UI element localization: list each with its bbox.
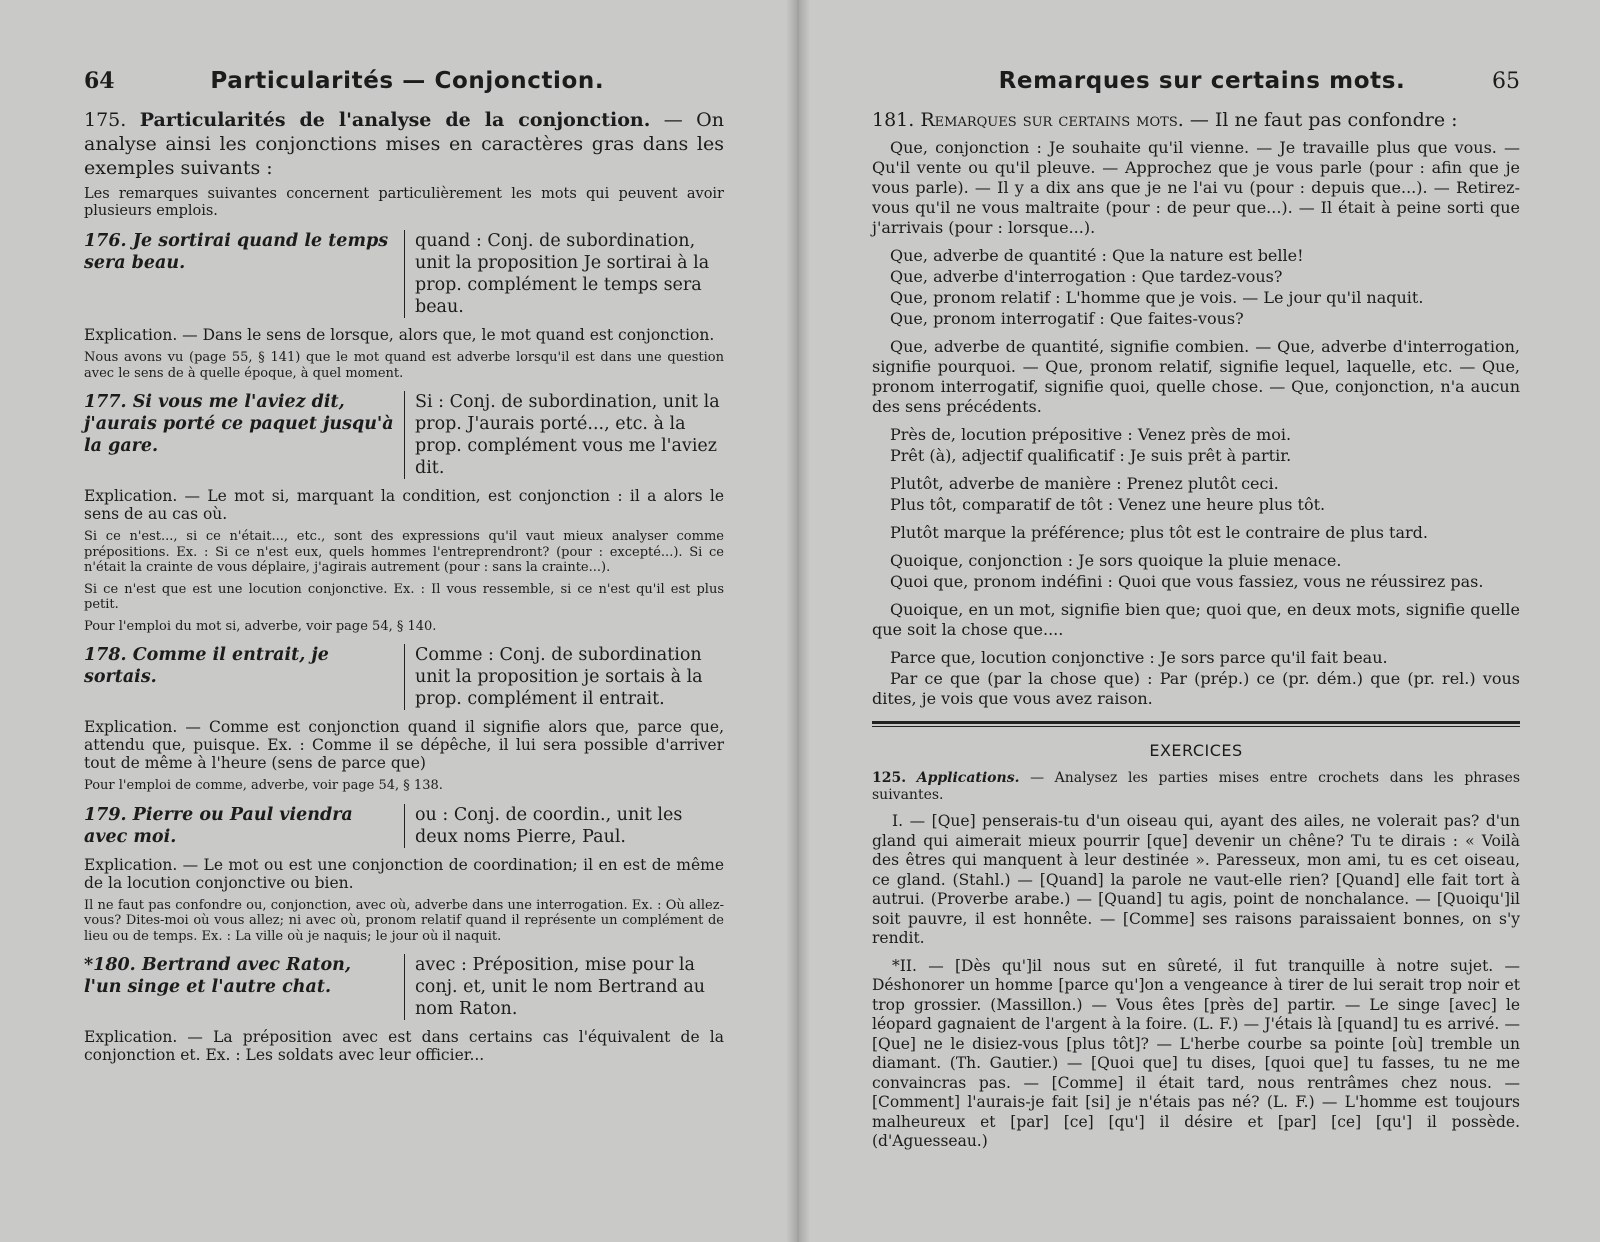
quoique-list [872,551,1520,592]
note-177-b: Si ce n'est que est une locution conjonctive. Ex. : Il vous ressemble, si ce n'est qu'il est plus petit. [84,581,724,612]
example-number: *180. [84,955,136,975]
explication-178: Explication. — Comme est conjonction quand il signifie alors que, parce que, attendu que, puisque. Ex. : Comme il se dépêche, il lui sera possible d'arriver tout de même à l'heure (sens de parce que) [84,718,724,772]
plutot-line: Plutôt, adverbe de manière : Prenez plutôt ceci. [890,474,1279,493]
section-title: Remarques sur certains mots. [920,109,1184,131]
section-175 [84,108,724,180]
note-177-a: Si ce n'est..., si ce n'était..., etc., sont des expressions qu'il vaut mieux analyser comme prépositions. Ex. : Si ce n'est eux, quels hommes l'entreprendront? (pour : excepté...). Si ce n'était la crainte de vous déplaire, j'agirais autrement (pour : sans la crainte...). [84,529,724,575]
section-number: 181. [872,109,915,131]
page-number: 64 [84,68,115,94]
que-list [872,246,1520,329]
right-page-header [872,68,1520,94]
exercise-text: — Analysez les parties mises entre crochets dans les phrases suivantes. [872,770,1521,803]
note-178: Pour l'emploi de comme, adverbe, voir page 54, § 138. [84,778,443,793]
section-text: — On analyse ainsi les conjonctions mises en caractères gras dans les exemples suivants : [84,109,724,179]
section-title: Particularités de l'analyse de la conjonction. [139,109,651,131]
section-intro: — Il ne faut pas confondre : [1189,109,1458,131]
example-number: 178. [84,645,127,665]
quoique-line: Quoique, conjonction : Je sors quoique la pluie menace. [890,551,1342,570]
note-177-c: Pour l'emploi du mot si, adverbe, voir page 54, § 140. [84,618,437,634]
exercise-title: Applications. [916,770,1020,786]
section-175-note: Les remarques suivantes concernent particulièrement les mots qui peuvent avoir plusieurs emplois. [84,186,724,219]
que-note: Que, adverbe de quantité, signifie combien. — Que, adverbe d'interrogation, signifie pourquoi. — Que, pronom relatif, signifie lequel, laquelle, etc. — Que, pronom interrogatif, signifie quoi, quelle chose. — Que, conjonction, n'a aucun des sens précédents. [872,337,1520,416]
que-line: Que, pronom interrogatif : Que faites-vous? [890,309,1244,328]
example-analysis: ou : Conj. de coordin., unit les deux noms Pierre, Paul. [404,804,724,848]
exercise-paragraph-1: I. — [Que] penserais-tu d'un oiseau qui, ayant des ailes, ne volerait pas? d'un gland qui aimerait mieux pourrir [que] devenir un chêne? Tu te dirais : « Voilà des êtres qui manquent à leur destinée ». Paresseux, mon ami, tu es cet oiseau, ce gland. (Stahl.) — [Quand] la parole ne vaut-elle rien? [Quand] elle fait tort à autrui. (Proverbe arabe.) — [Quand] tu agis, point de nonchalance. — [Quoiqu']il soit pauvre, il est honnête. — [Comme] ses raisons paraissaient bonnes, on s'y rendit. [872,812,1520,947]
section-number: 175. [84,109,127,131]
book-gutter [786,0,810,1242]
plutot-note: Plutôt marque la préférence; plus tôt est le contraire de plus tard. [890,523,1428,542]
example-179 [84,804,724,848]
pres-line: Prêt (à), adjectif qualificatif : Je suis prêt à partir. [890,446,1292,465]
example-number: 179. [84,804,127,825]
example-sentence: Bertrand avec Raton, l'un singe et l'autre chat. [84,955,351,997]
right-page [810,0,1600,1242]
explication-180: Explication. — La préposition avec est dans certains cas l'équivalent de la conjonction et. Ex. : Les soldats avec leur officier... [84,1028,724,1064]
pres-list [872,425,1520,466]
left-page [0,0,786,1242]
example-sentence: Je sortirai quand le temps sera beau. [84,231,389,273]
note-176: Nous avons vu (page 55, § 141) que le mot quand est adverbe lorsqu'il est dans une question avec le sens de à quelle époque, à quel moment. [84,350,724,381]
section-divider [872,721,1520,727]
example-178 [84,644,724,710]
plutot-line: Plus tôt, comparatif de tôt : Venez une heure plus tôt. [890,495,1326,514]
example-analysis: Si : Conj. de subordination, unit la prop. J'aurais porté..., etc. à la prop. complément vous me l'aviez dit. [404,391,724,479]
example-number: 176. [84,231,127,251]
parceque-line: Parce que, locution conjonctive : Je sors parce qu'il fait beau. [890,648,1388,667]
explication-176: Explication. — Dans le sens de lorsque, alors que, le mot quand est conjonction. [84,326,715,344]
left-page-header [84,68,724,94]
pres-line: Près de, locution prépositive : Venez près de moi. [890,425,1292,444]
example-176 [84,230,724,318]
plutot-list [872,474,1520,515]
example-number: 177. [84,392,127,412]
example-sentence: Si vous me l'aviez dit, j'aurais porté ce paquet jusqu'à la gare. [84,392,394,456]
quoique-note: Quoique, en un mot, signifie bien que; quoi que, en deux mots, signifie quelle que soit la chose que.... [872,600,1520,639]
example-analysis: quand : Conj. de subordination, unit la proposition Je sortirai à la prop. complément le temps sera beau. [404,230,724,318]
applications-instruction [872,770,1520,804]
exercices-title: EXERCICES [1149,741,1243,760]
example-analysis: avec : Préposition, mise pour la conj. et, unit le nom Bertrand au nom Raton. [404,954,724,1020]
quoique-line: Quoi que, pronom indéfini : Quoi que vous fassiez, vous ne réussirez pas. [890,572,1484,591]
que-line: Que, adverbe de quantité : Que la nature est belle! [890,246,1304,265]
parceque-list [872,648,1520,709]
exercise-number: 125. [872,770,907,786]
example-analysis: Comme : Conj. de subordination unit la proposition je sortais à la prop. complément il entrait. [404,644,724,710]
note-179: Il ne faut pas confondre ou, conjonction, avec où, adverbe dans une interrogation. Ex. : Où allez-vous? Dites-moi où vous allez; ni avec où, pronom relatif quand il représente un complément de lieu ou de temps. Ex. : La ville où je naquis; le jour où il naquit. [84,897,724,944]
example-177 [84,391,724,479]
explication-177: Explication. — Le mot si, marquant la condition, est conjonction : il a alors le sens de au cas où. [84,487,724,523]
page-running-title: Remarques sur certains mots. [998,68,1406,94]
que-line: Que, pronom relatif : L'homme que je vois. — Le jour qu'il naquit. [890,288,1424,307]
exercise-paragraph-2: *II. — [Dès qu']il nous sut en sûreté, il fut tranquille à notre sujet. — Déshonorer un homme [parce qu']on a vengeance à tirer de lui serait trop noir et trop grossier. (Massillon.) — Vous êtes [près de] partir. — Le singe [avec] le léopard gagnaient de l'argent à la foire. (L. F.) — J'étais là [quand] tu es arrivé. — [Que] ne le disiez-vous [plus tôt]? — L'herbe courbe sa pointe [où] tremble un diamant. (Th. Gautier.) — [Quoi que] tu dises, [quoi que] tu fasses, tu ne me convaincras pas. — [Comme] il était tard, nous rentrâmes chez nous. — [Comment] l'aurais-je fait [si] je n'étais pas né? (L. F.) — L'homme est toujours malheureux et [par] [ce] [qu'] il désire et [par] [ce] [qu'] il possède. (d'Aguesseau.) [872,956,1520,1150]
section-181 [872,108,1520,132]
explication-179: Explication. — Le mot ou est une conjonction de coordination; il en est de même de la locution conjonctive ou bien. [84,855,724,892]
example-sentence: Pierre ou Paul viendra avec moi. [84,804,353,847]
example-sentence: Comme il entrait, je sortais. [84,645,329,687]
que-conjonction: Que, conjonction : Je souhaite qu'il vienne. — Je travaille plus que vous. — Qu'il vente ou qu'il pleuve. — Approchez que je vous parle (pour : afin que je vous parle). — Il y a dix ans que je ne l'ai vu (pour : depuis que...). — Retirez-vous qu'il ne vous maltraite (pour : de peur que...). — Il était à peine sorti que j'arrivais (pour : lorsque...). [872,138,1520,237]
parceque-line: Par ce que (par la chose que) : Par (prép.) ce (pr. dém.) que (pr. rel.) vous dites, je vois que vous avez raison. [872,669,1520,708]
page-number: 65 [1491,69,1520,94]
example-180 [84,954,724,1020]
que-line: Que, adverbe d'interrogation : Que tardez-vous? [890,267,1283,286]
page-running-title: Particularités — Conjonction. [210,68,605,94]
